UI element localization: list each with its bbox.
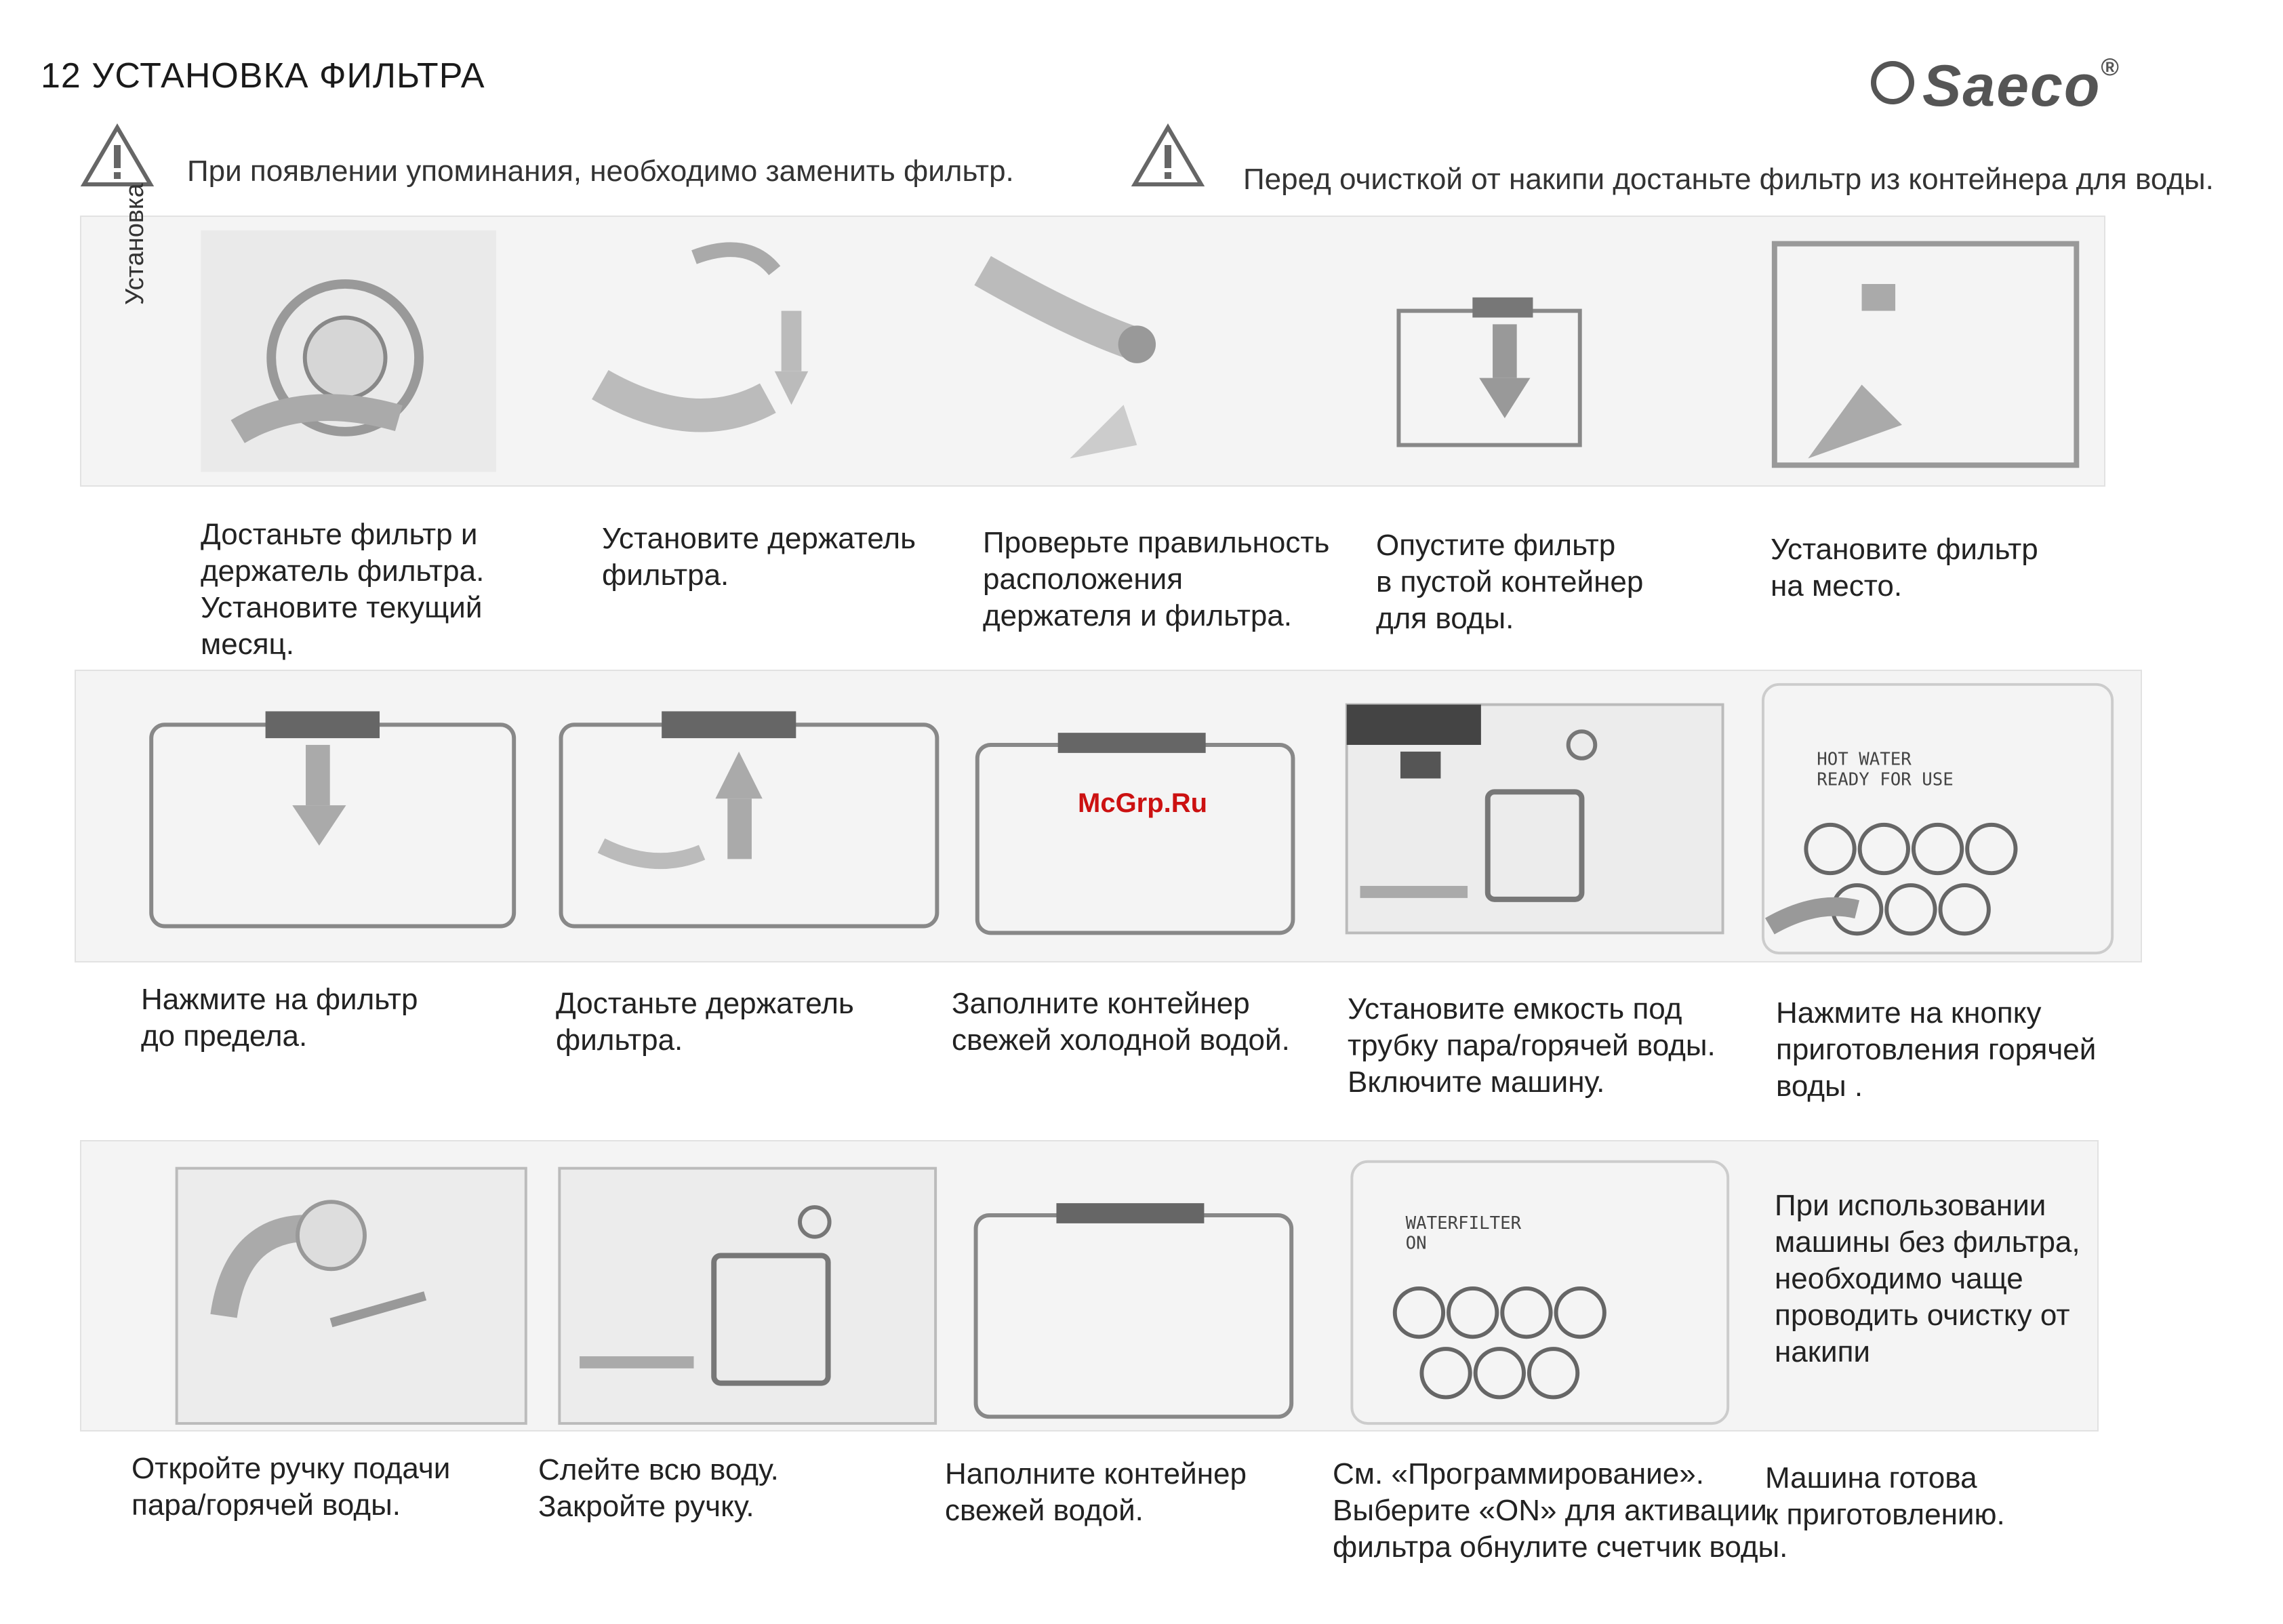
side-label: Установка	[121, 183, 149, 305]
step-caption: Достаньте фильтр и держатель фильтра. Установите текущий месяц.	[201, 518, 485, 661]
step-caption: Наполните контейнер свежей водой.	[945, 1457, 1247, 1527]
step-caption: Установите фильтр на место.	[1771, 533, 2038, 603]
step-caption: Машина готова к приготовлению.	[1765, 1461, 2005, 1531]
saeco-logo-icon	[1871, 61, 1914, 104]
page-title: 12 УСТАНОВКА ФИЛЬТРА	[41, 56, 485, 96]
row1-illustrations	[81, 217, 2104, 485]
step-caption: Откройте ручку подачи пара/горячей воды.	[132, 1452, 451, 1522]
brand-reg-mark: ®	[2101, 53, 2120, 81]
watermark: McGrp.Ru	[1078, 788, 1208, 818]
warning-triangle-icon	[80, 123, 155, 188]
step-caption: Заполните контейнер свежей холодной водой.	[952, 987, 1290, 1057]
row1-illustration-strip	[80, 216, 2105, 487]
lcd-filter-line1: WATERFILTER	[1405, 1213, 1522, 1234]
warning-text: Перед очисткой от накипи достаньте фильтр из контейнера для воды.	[1243, 163, 2214, 196]
brand-logo	[1922, 53, 2120, 120]
lcd-hot-water-line1: HOT WATER	[1817, 749, 1912, 770]
step-caption: Установите держатель фильтра.	[602, 522, 916, 592]
step-caption: Установите емкость под трубку пара/горячей воды. Включите машину.	[1348, 992, 1716, 1099]
step-caption: Слейте всю воду. Закройте ручку.	[538, 1453, 779, 1523]
lcd-filter-line2: ON	[1405, 1233, 1427, 1254]
note-text: При использовании машины без фильтра, необходимо чаще проводить очистку от накипи	[1775, 1189, 2080, 1368]
warning-triangle-icon	[1131, 123, 1205, 188]
lcd-hot-water-line2: READY FOR USE	[1817, 769, 1954, 790]
step-caption: Нажмите на фильтр до предела.	[141, 983, 418, 1053]
brand-name: Saeco	[1922, 54, 2101, 119]
warning-text: При появлении упоминания, необходимо заменить фильтр.	[187, 155, 1014, 188]
step-caption: См. «Программирование». Выберите «ON» для активации фильтра обнулите счетчик воды.	[1333, 1457, 1788, 1564]
step-caption: Нажмите на кнопку приготовления горячей воды .	[1776, 996, 2097, 1103]
step-caption: Проверьте правильность расположения держателя и фильтра.	[983, 526, 1330, 632]
step-caption: Достаньте держатель фильтра.	[556, 987, 854, 1057]
step-caption: Опустите фильтр в пустой контейнер для воды.	[1376, 529, 1644, 635]
